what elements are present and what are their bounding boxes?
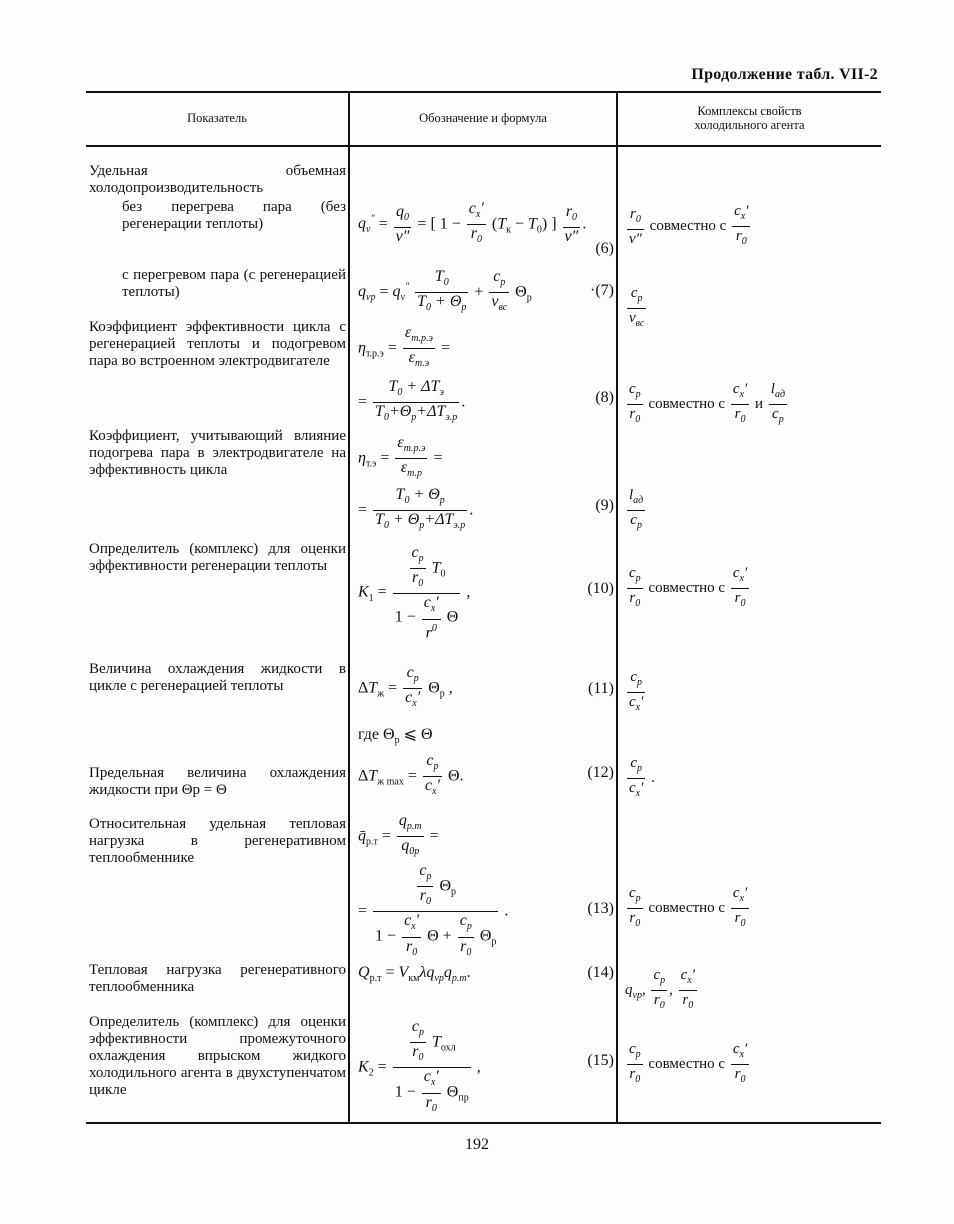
complex-11: $\frac{c_p}{c_x'}$ (629, 669, 644, 713)
complex-6: $\frac{r_0}{v''}$ совместно с $\frac{c_x'}{r_0}$ (629, 203, 749, 247)
complex-13: $\frac{c_p}{r_0}$ совместно с $\frac{c_x'}{r_0}$ (629, 885, 748, 929)
header-formula: Обозначение и формула (419, 111, 547, 125)
complex-6-together: совместно с (649, 217, 727, 234)
formula-13a: $q̄_{р.т}$ = $\frac{q_{р.т}}{q_{0р}}$ = (358, 812, 439, 858)
column-divider-1 (348, 91, 350, 1122)
formula-15: $K_2$ = $\frac{c_p}{r_0}$ $T_{охл}$ 1 − $\frac{c_x'}{r_0}$ $\Theta_{пр}$ , (358, 1018, 481, 1114)
header-bottom-rule (86, 145, 881, 147)
complex-12: $\frac{c_p}{c_x'}$ . (629, 755, 655, 799)
equation-number-9: (9) (595, 497, 614, 514)
complex-15-together: совместно с (648, 1055, 726, 1072)
complex-14: $q_{vр}$, $\frac{c_p}{r_0}$ , $\frac{c_x'}{r_0}$ (625, 967, 696, 1011)
row-determinant-regeneration-text: Определитель (комплекс) для оценки эффективности регенерации теплоты (89, 541, 346, 574)
condition-where: где (358, 726, 380, 743)
row-limit-subcooling-text: Предельная величина охлаждения жидкости при Θр = Θ (89, 765, 346, 798)
row-relative-heat-load-text: Относительная удельная тепловая нагрузка в регенеративном теплообменнике (89, 816, 346, 866)
complex-13-together: совместно с (648, 899, 726, 916)
formula-7: $q_{vр} = q_v''$ $\frac{T_0}{T_0 + \Theta_р}$ + $\frac{c_p}{v_{вс}}$ $\Theta_р$ (358, 268, 532, 314)
complex-8-together: совместно с (648, 395, 726, 412)
equation-number-10: (10) (587, 580, 614, 597)
formula-8b: = $\frac{T_0 + \Delta T_э}{T_0+\Theta_р+\Delta T_{э.р}}$ . (358, 378, 466, 424)
complex-7: $\frac{c_p}{v_{вс}}$ (629, 285, 645, 329)
formula-13b: = $\frac{c_p}{r_0}$ $\Theta_р$ 1 − $\frac{c_x'}{r_0}$ Θ + $\frac{c_p}{r_0}$ $\Theta_р$ . (358, 862, 509, 958)
formula-9a: $\eta_{т.э}$ = $\frac{\varepsilon_{т.р.э}}{\varepsilon_{т.р}}$ = (358, 434, 443, 480)
equation-number-12: (12) (587, 764, 614, 781)
column-divider-2 (616, 91, 618, 1122)
row-determinant-intercooling-text: Определитель (комплекс) для оценки эффективности промежуточного охлаждения впрыском жидкого холодильного агента в двухступенчатом цикле (89, 1014, 346, 1098)
row-liquid-subcooling-text: Величина охлаждения жидкости в цикле с регенерацией теплоты (89, 661, 346, 694)
complex-8-and: и (754, 395, 764, 412)
equation-number-14: (14) (587, 964, 614, 981)
row-efficiency-coefficient-text: Коэффициент эффективности цикла с регенерацией теплоты и подогревом пара во встроенном электродвигателе (89, 319, 346, 369)
complex-10-together: совместно с (648, 579, 726, 596)
formula-9b: = $\frac{T_0 + \Theta_р}{T_0 + \Theta_р+\Delta T_{э.р}}$ . (358, 486, 474, 532)
formula-11: $\Delta T_ж$ = $\frac{c_p}{c_x'}$ $\Theta_р$ , (358, 664, 453, 710)
complex-15: $\frac{c_p}{r_0}$ совместно с $\frac{c_x'}{r_0}$ (629, 1041, 748, 1085)
row-heat-load-text: Тепловая нагрузка регенеративного теплообменника (89, 962, 346, 995)
header-complexes-line2: холодильного агента (694, 118, 805, 132)
continuation-label: Продолжение табл. VII-2 (691, 66, 878, 83)
row-no-superheat-text: без перегрева пара (без регенерации теплоты) (122, 199, 346, 232)
formula-6: $q_v''$ = $\frac{q_0}{v''}$ = [ 1 − $\frac{c_x'}{r_0}$ $(T_к - T_0)$ ] $\frac{r_0}{v''}$ . (358, 200, 587, 246)
equation-number-15: (15) (587, 1052, 614, 1069)
equation-number-6: (6) (595, 240, 614, 257)
row-with-superheat-text: с перегревом пара (с регенерацией теплоты) (122, 267, 346, 300)
table-bottom-rule (86, 1122, 881, 1124)
complex-9: $\frac{l_{ад}}{c_p}$ (629, 487, 644, 531)
equation-number-8: (8) (595, 389, 614, 406)
row-volumetric-capacity-title: Удельная объемная холодопроизводительность (89, 163, 346, 196)
equation-number-7: ·(7) (590, 282, 614, 299)
formula-8a: $\eta_{т.р.э}$ = $\frac{\varepsilon_{т.р.э}}{\varepsilon_{т.э}}$ = (358, 324, 450, 370)
equation-number-13: (13) (587, 900, 614, 917)
complex-8: $\frac{c_p}{r_0}$ совместно с $\frac{c_x'}{r_0}$ и $\frac{l_{ад}}{c_p}$ (629, 381, 785, 425)
header-complexes-line1: Комплексы свойств (697, 104, 802, 118)
formula-10: $K_1$ = $\frac{c_p}{r_0}$ $T_0$ 1 − $\frac{c_x'}{r^0}$ Θ , (358, 544, 471, 641)
row-heating-influence-text: Коэффициент, учитывающий влияние подогрева пара в электродвигателе на эффективность цикла (89, 428, 346, 478)
formula-12: $\Delta T_{ж max}$ = $\frac{c_p}{c_x'}$ Θ. (358, 752, 464, 798)
formula-14: $Q_{р.т} = V_{км}\lambda q_{vр}q_{р.т}$. (358, 964, 471, 985)
table-top-rule (86, 91, 881, 93)
equation-number-11: (11) (587, 680, 614, 697)
complex-10: $\frac{c_p}{r_0}$ совместно с $\frac{c_x'}{r_0}$ (629, 565, 748, 609)
page-number: 192 (465, 1136, 489, 1153)
header-complexes (618, 104, 881, 132)
header-indicator: Показатель (187, 111, 247, 125)
formula-11-condition: где $\Theta_р$ ⩽ Θ (358, 726, 433, 747)
